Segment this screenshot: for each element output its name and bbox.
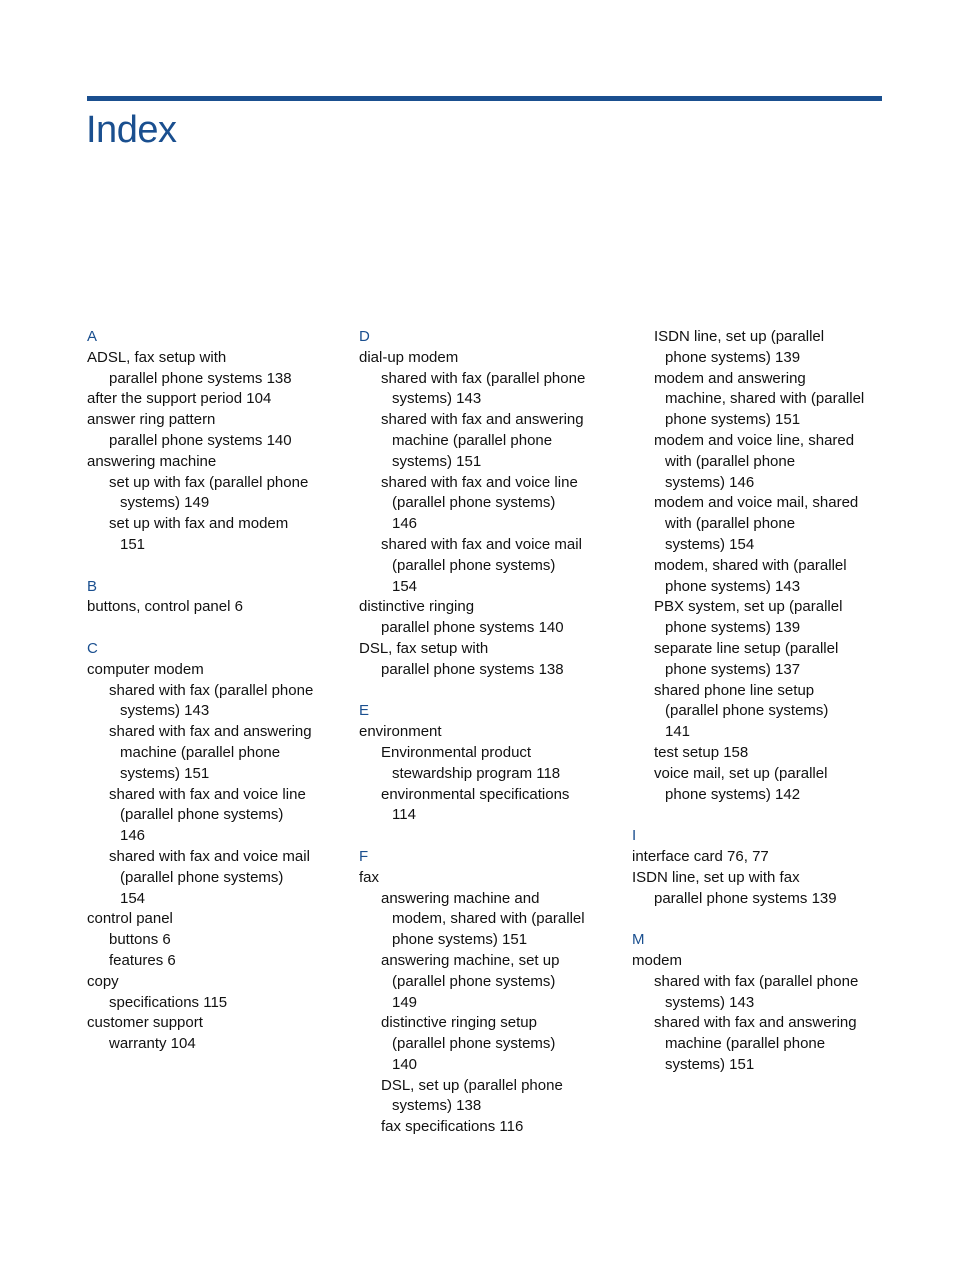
index-subentry: specifications 115 bbox=[109, 993, 228, 1011]
index-subentry: systems) 143 bbox=[120, 702, 210, 720]
index-subentry: (parallel phone systems) bbox=[392, 556, 556, 574]
index-subentry: phone systems) 139 bbox=[665, 619, 801, 637]
index-subentry: with (parallel phone bbox=[665, 515, 796, 533]
index-subentry: machine (parallel phone bbox=[120, 743, 281, 761]
index-entry: distinctive ringing bbox=[359, 598, 475, 616]
section-letter: E bbox=[359, 702, 370, 720]
section-letter: B bbox=[87, 577, 98, 595]
index-subentry: shared with fax and answering bbox=[381, 411, 584, 429]
index-subentry: test setup 158 bbox=[654, 743, 749, 761]
index-subentry: shared with fax (parallel phone bbox=[381, 369, 586, 387]
index-subentry: systems) 146 bbox=[665, 473, 755, 491]
index-entry: ADSL, fax setup with bbox=[87, 348, 227, 366]
section-letter: F bbox=[359, 847, 369, 865]
index-subentry: 149 bbox=[392, 993, 418, 1011]
index-subentry: 154 bbox=[392, 577, 418, 595]
index-subentry: environmental specifications bbox=[381, 785, 570, 803]
index-subentry: phone systems) 137 bbox=[665, 660, 801, 678]
index-entry: interface card 76, 77 bbox=[632, 847, 769, 865]
index-subentry: modem and answering bbox=[654, 369, 806, 387]
index-subentry: machine (parallel phone bbox=[392, 431, 553, 449]
index-subentry: 141 bbox=[665, 723, 691, 741]
index-subentry: modem, shared with (parallel bbox=[654, 556, 847, 574]
index-entry: DSL, fax setup with bbox=[359, 639, 489, 657]
index-subentry: parallel phone systems 139 bbox=[654, 889, 837, 907]
index-subentry: (parallel phone systems) bbox=[392, 1035, 556, 1053]
index-entry: fax bbox=[359, 868, 380, 886]
index-subentry: distinctive ringing setup bbox=[381, 1014, 537, 1032]
index-subentry: separate line setup (parallel bbox=[654, 639, 839, 657]
index-subentry: modem and voice mail, shared bbox=[654, 494, 859, 512]
index-section bbox=[632, 327, 892, 805]
index-entry: ISDN line, set up with fax bbox=[632, 868, 800, 886]
index-subentry: shared with fax (parallel phone bbox=[109, 681, 314, 699]
index-section bbox=[359, 701, 619, 826]
index-subentry: warranty 104 bbox=[109, 1035, 196, 1053]
index-subentry: DSL, set up (parallel phone bbox=[381, 1076, 563, 1094]
index-subentry: systems) 151 bbox=[120, 764, 210, 782]
index-subentry: parallel phone systems 140 bbox=[381, 619, 564, 637]
index-subentry: shared with fax and voice mail bbox=[109, 847, 310, 865]
index-subentry: (parallel phone systems) bbox=[392, 972, 556, 990]
index-entry: modem bbox=[632, 951, 683, 969]
index-subentry: machine, shared with (parallel bbox=[665, 390, 865, 408]
index-subentry: systems) 154 bbox=[665, 535, 755, 553]
section-letter: A bbox=[87, 328, 98, 345]
index-subentry: parallel phone systems 138 bbox=[109, 369, 292, 387]
index-subentry: systems) 151 bbox=[665, 1055, 755, 1073]
index-subentry: systems) 138 bbox=[392, 1097, 482, 1115]
index-subentry: phone systems) 151 bbox=[392, 931, 528, 949]
index-subentry: parallel phone systems 138 bbox=[381, 660, 564, 678]
index-subentry: 146 bbox=[392, 515, 418, 533]
index-subentry: machine (parallel phone bbox=[665, 1035, 826, 1053]
index-subentry: parallel phone systems 140 bbox=[109, 431, 292, 449]
index-subentry: (parallel phone systems) bbox=[120, 868, 284, 886]
index-subentry: shared with fax and voice line bbox=[109, 785, 306, 803]
index-column-1 bbox=[87, 327, 347, 1076]
index-column-3 bbox=[632, 327, 892, 1096]
index-subentry: stewardship program 118 bbox=[392, 764, 561, 782]
index-subentry: (parallel phone systems) bbox=[392, 494, 556, 512]
index-entry: customer support bbox=[87, 1014, 203, 1032]
index-subentry: shared with fax and voice line bbox=[381, 473, 578, 491]
index-entry: after the support period 104 bbox=[87, 390, 272, 408]
index-subentry: systems) 143 bbox=[665, 993, 755, 1011]
section-letter: I bbox=[632, 827, 637, 845]
index-section bbox=[87, 577, 347, 619]
index-column-2 bbox=[359, 327, 619, 1159]
index-subentry: systems) 151 bbox=[392, 452, 482, 470]
index-subentry: phone systems) 139 bbox=[665, 348, 801, 366]
index-subentry: ISDN line, set up (parallel bbox=[654, 328, 825, 345]
index-section bbox=[87, 327, 347, 556]
index-subentry: Environmental product bbox=[381, 743, 532, 761]
index-subentry: 114 bbox=[392, 806, 416, 824]
index-entry: dial-up modem bbox=[359, 348, 459, 366]
index-subentry: fax specifications 116 bbox=[381, 1118, 524, 1136]
index-subentry: modem, shared with (parallel bbox=[392, 910, 585, 928]
index-subentry: with (parallel phone bbox=[665, 452, 796, 470]
page-title: Index bbox=[86, 109, 177, 151]
index-subentry: systems) 143 bbox=[392, 390, 482, 408]
index-entry: control panel bbox=[87, 910, 173, 928]
index-subentry: shared with fax and voice mail bbox=[381, 535, 582, 553]
section-letter: D bbox=[359, 328, 370, 345]
index-subentry: 140 bbox=[392, 1055, 418, 1073]
index-section bbox=[359, 327, 619, 681]
index-subentry: 146 bbox=[120, 827, 146, 845]
index-entry: answer ring pattern bbox=[87, 411, 216, 429]
index-subentry: features 6 bbox=[109, 951, 176, 969]
section-letter: C bbox=[87, 639, 98, 657]
index-section bbox=[632, 930, 892, 1076]
index-subentry: PBX system, set up (parallel bbox=[654, 598, 843, 616]
index-subentry: voice mail, set up (parallel bbox=[654, 764, 828, 782]
index-subentry: (parallel phone systems) bbox=[665, 702, 829, 720]
index-subentry: phone systems) 151 bbox=[665, 411, 801, 429]
index-entry: computer modem bbox=[87, 660, 204, 678]
index-entry: environment bbox=[359, 723, 442, 741]
index-section bbox=[632, 826, 892, 909]
index-subentry: answering machine, set up bbox=[381, 951, 560, 969]
index-subentry: systems) 149 bbox=[120, 494, 210, 512]
index-entry: answering machine bbox=[87, 452, 217, 470]
index-subentry: phone systems) 143 bbox=[665, 577, 801, 595]
index-subentry: 154 bbox=[120, 889, 146, 907]
index-subentry: 151 bbox=[120, 535, 146, 553]
index-subentry: answering machine and bbox=[381, 889, 540, 907]
index-subentry: shared with fax and answering bbox=[109, 723, 312, 741]
index-subentry: set up with fax (parallel phone bbox=[109, 473, 309, 491]
index-subentry: shared with fax (parallel phone bbox=[654, 972, 859, 990]
index-subentry: phone systems) 142 bbox=[665, 785, 801, 803]
section-letter: M bbox=[632, 931, 645, 949]
index-section bbox=[87, 639, 347, 1055]
index-subentry: set up with fax and modem bbox=[109, 515, 289, 533]
index-subentry: (parallel phone systems) bbox=[120, 806, 284, 824]
index-subentry: shared with fax and answering bbox=[654, 1014, 857, 1032]
title-rule bbox=[87, 96, 882, 101]
index-entry: buttons, control panel 6 bbox=[87, 598, 243, 616]
index-subentry: buttons 6 bbox=[109, 931, 171, 949]
index-subentry: modem and voice line, shared bbox=[654, 431, 855, 449]
index-subentry: shared phone line setup bbox=[654, 681, 815, 699]
index-entry: copy bbox=[87, 972, 119, 990]
index-section bbox=[359, 847, 619, 1138]
